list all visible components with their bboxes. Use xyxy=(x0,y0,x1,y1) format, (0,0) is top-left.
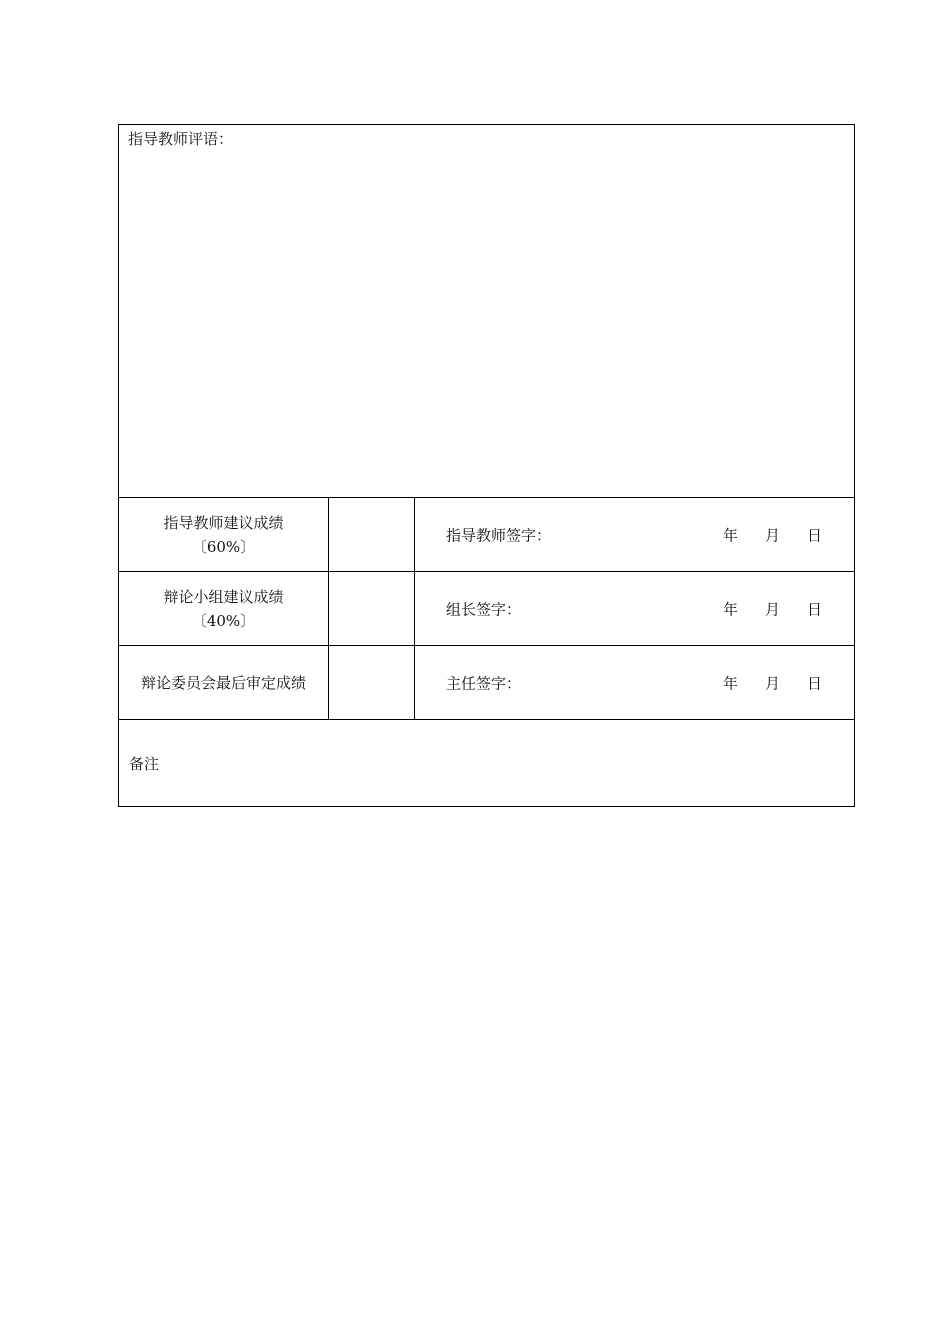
advisor-date-month: 月 xyxy=(765,526,781,544)
advisor-grade-title: 指导教师建议成绩 xyxy=(163,513,284,532)
leader-signature-cell[interactable] xyxy=(415,572,855,646)
advisor-date-year: 年 xyxy=(723,526,739,544)
advisor-date-day: 日 xyxy=(807,526,823,544)
leader-date-year: 年 xyxy=(723,600,739,618)
remark-row xyxy=(119,720,855,807)
director-date-month: 月 xyxy=(765,674,781,692)
director-date-year: 年 xyxy=(723,674,739,692)
panel-grade-label xyxy=(119,572,329,646)
advisor-grade-weight: 〔60%〕 xyxy=(191,537,256,556)
director-date-day: 日 xyxy=(807,674,823,692)
committee-grade-score-field[interactable] xyxy=(329,646,415,720)
panel-grade-score-field[interactable] xyxy=(329,572,415,646)
advisor-comment-label: 指导教师评语： xyxy=(128,130,234,148)
director-signature-label: 主任签字： xyxy=(446,674,522,692)
panel-grade-weight: 〔40%〕 xyxy=(191,611,256,630)
committee-grade-label xyxy=(119,646,329,720)
remark-label: 备注 xyxy=(129,754,160,773)
advisor-grade-label xyxy=(119,498,329,572)
advisor-signature-cell[interactable] xyxy=(415,498,855,572)
advisor-grade-score-field[interactable] xyxy=(329,498,415,572)
leader-date-day: 日 xyxy=(807,600,823,618)
panel-grade-title: 辩论小组建议成绩 xyxy=(163,587,284,606)
director-signature-cell[interactable] xyxy=(415,646,855,720)
leader-signature-label: 组长签字： xyxy=(446,600,522,618)
committee-grade-row xyxy=(119,646,855,720)
panel-grade-row xyxy=(119,572,855,646)
advisor-signature-label: 指导教师签字： xyxy=(446,526,552,544)
comment-row xyxy=(119,125,855,498)
advisor-grade-row xyxy=(119,498,855,572)
committee-grade-title: 辩论委员会最后审定成绩 xyxy=(140,673,306,692)
advisor-comment-area[interactable] xyxy=(119,125,855,498)
evaluation-form-table xyxy=(118,124,855,807)
remark-area[interactable] xyxy=(119,720,855,807)
leader-date-month: 月 xyxy=(765,600,781,618)
